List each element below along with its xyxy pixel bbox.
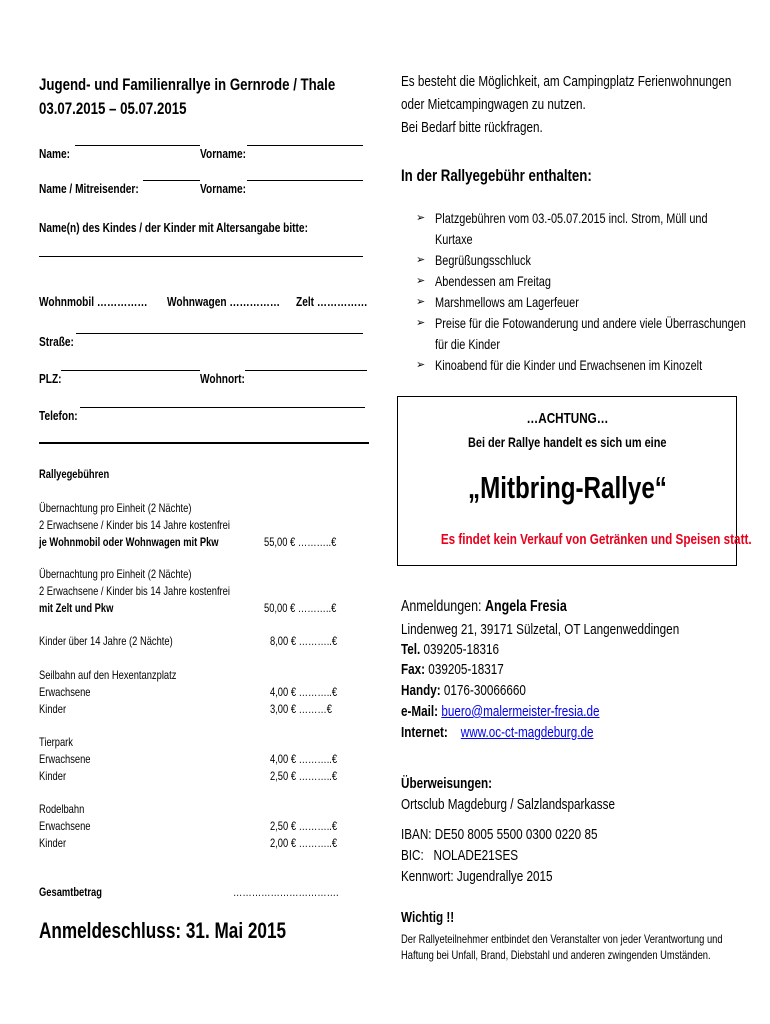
fee6-line2: Erwachsene xyxy=(39,819,91,833)
list-item: ➢ Kinoabend für die Kinder und Erwachsenen im Kinozelt xyxy=(416,355,770,376)
arrow-bullet-icon: ➢ xyxy=(416,296,426,308)
fee6-line1: Rodelbahn xyxy=(39,802,85,816)
fax-value: 039205-18317 xyxy=(428,661,504,678)
list-item: ➢ Abendessen am Freitag xyxy=(416,271,770,292)
fee6-line3: Kinder xyxy=(39,836,67,850)
fee1-line3: je Wohnmobil oder Wohnwagen mit Pkw xyxy=(39,535,219,549)
fee3-line1: Kinder über 14 Jahre (2 Nächte) xyxy=(39,634,173,648)
anmeldungen xyxy=(401,598,614,616)
wohnort-field[interactable] xyxy=(245,370,367,371)
wohnwagen-option[interactable]: Wohnwagen …………… xyxy=(167,294,281,309)
list-item: ➢ Begrüßungsschluck xyxy=(416,250,770,271)
fee4-price-child[interactable]: 3,00 € ………€ xyxy=(270,702,332,716)
anmeldungen-label: Anmeldungen: xyxy=(401,598,482,615)
fee4-line3: Kinder xyxy=(39,702,67,716)
vorname-label: Vorname: xyxy=(200,146,247,161)
fax-line xyxy=(401,661,533,678)
telefon-label: Telefon: xyxy=(39,408,78,423)
name-field[interactable] xyxy=(75,145,200,146)
fee2-line2: 2 Erwachsene / Kinder bis 14 Jahre kostenfrei xyxy=(39,584,230,598)
fee1-price[interactable]: 55,00 € ………..€ xyxy=(264,535,337,549)
arrow-bullet-icon: ➢ xyxy=(416,359,426,371)
tel-line xyxy=(401,641,527,658)
tel-value: 039205-18316 xyxy=(423,641,500,658)
deadline: Anmeldeschluss: 31. Mai 2015 xyxy=(39,918,287,943)
handy-line xyxy=(401,682,561,699)
fee6-price-child[interactable]: 2,00 € ………..€ xyxy=(270,836,338,850)
iban: IBAN: DE50 8005 5500 0300 0220 85 xyxy=(401,826,598,843)
fee5-line3: Kinder xyxy=(39,769,67,783)
kein-verkauf-notice: Es findet kein Verkauf von Getränken und Speisen statt. xyxy=(440,531,752,548)
fee4-line2: Erwachsene xyxy=(39,685,91,699)
tel-label: Tel. xyxy=(401,641,421,658)
list-item-continuation: für die Kinder xyxy=(435,336,500,352)
internet-line xyxy=(401,724,648,741)
internet-link[interactable]: www.oc-ct-magdeburg.de xyxy=(460,724,594,741)
included-heading: In der Rallyegebühr enthalten: xyxy=(401,166,592,185)
mitreisender-label: Name / Mitreisender: xyxy=(39,181,139,196)
strasse-field[interactable] xyxy=(76,333,363,334)
fees-heading: Rallyegebühren xyxy=(39,467,110,481)
handy-label: Handy: xyxy=(401,682,441,699)
mitbring-rallye: „Mitbring-Rallye“ xyxy=(467,470,667,505)
intro-line3: Bei Bedarf bitte rückfragen. xyxy=(401,119,543,136)
achtung-subtitle: Bei der Rallye handelt es sich um eine xyxy=(467,434,667,450)
internet-label: Internet: xyxy=(401,724,448,741)
arrow-bullet-icon: ➢ xyxy=(416,212,426,224)
intro-line2: oder Mietcampingwagen zu nutzen. xyxy=(401,96,586,113)
telefon-field[interactable] xyxy=(80,407,365,408)
wohnmobil-option[interactable]: Wohnmobil …………… xyxy=(39,294,148,309)
arrow-bullet-icon: ➢ xyxy=(416,275,426,287)
list-item: ➢ Platzgebühren vom 03.-05.07.2015 incl. Strom, Müll und xyxy=(416,208,770,229)
fee2-line3: mit Zelt und Pkw xyxy=(39,601,114,615)
name-label: Name: xyxy=(39,146,71,161)
fee2-price[interactable]: 50,00 € ………..€ xyxy=(264,601,337,615)
fee4-price-adult[interactable]: 4,00 € ………..€ xyxy=(270,685,338,699)
strasse-label: Straße: xyxy=(39,334,74,349)
bic: BIC: NOLADE21SES xyxy=(401,847,519,864)
address: Lindenweg 21, 39171 Sülzetal, OT Langenweddingen xyxy=(401,621,680,638)
fee6-price-adult[interactable]: 2,50 € ………..€ xyxy=(270,819,338,833)
disclaimer-line1: Der Rallyeteilnehmer entbindet den Veranstalter von jeder Verantwortung und xyxy=(401,932,723,946)
fee3-price[interactable]: 8,00 € ………..€ xyxy=(270,634,338,648)
kinder-label: Name(n) des Kindes / der Kinder mit Altersangabe bitte: xyxy=(39,220,308,235)
achtung-title: …ACHTUNG… xyxy=(526,410,608,427)
fee5-line2: Erwachsene xyxy=(39,752,91,766)
arrow-bullet-icon: ➢ xyxy=(416,317,426,329)
vorname2-label: Vorname: xyxy=(200,181,247,196)
form-title-line1: Jugend- und Familienrallye in Gernrode / Thale xyxy=(39,75,336,94)
fee1-line1: Übernachtung pro Einheit (2 Nächte) xyxy=(39,501,192,515)
gesamt-field[interactable]: ……………………………. xyxy=(233,885,339,899)
fee5-price-adult[interactable]: 4,00 € ………..€ xyxy=(270,752,338,766)
ueberweisungen-heading: Überweisungen: xyxy=(401,775,493,792)
fax-label: Fax: xyxy=(401,661,426,678)
email-label: e-Mail: xyxy=(401,703,439,720)
handy-value: 0176-30066660 xyxy=(443,682,526,699)
fee4-line1: Seilbahn auf den Hexentanzplatz xyxy=(39,668,177,682)
plz-label: PLZ: xyxy=(39,371,62,386)
plz-field[interactable] xyxy=(61,370,200,371)
mitreisender-field[interactable] xyxy=(143,180,200,181)
anmeldungen-name: Angela Fresia xyxy=(484,598,567,615)
bank-name: Ortsclub Magdeburg / Salzlandsparkasse xyxy=(401,796,615,813)
vorname-field[interactable] xyxy=(247,145,363,146)
section-divider xyxy=(39,442,369,444)
arrow-bullet-icon: ➢ xyxy=(416,254,426,266)
form-title-line2: 03.07.2015 – 05.07.2015 xyxy=(39,99,187,118)
included-list xyxy=(416,208,770,376)
fee1-line2: 2 Erwachsene / Kinder bis 14 Jahre kostenfrei xyxy=(39,518,230,532)
gesamt-label: Gesamtbetrag xyxy=(39,885,102,899)
list-item-continuation: Kurtaxe xyxy=(435,231,473,247)
kinder-field[interactable] xyxy=(39,256,363,257)
fee5-line1: Tierpark xyxy=(39,735,73,749)
wohnort-label: Wohnort: xyxy=(200,371,245,386)
disclaimer-line2: Haftung bei Unfall, Brand, Diebstahl und anderen zwingenden Umständen. xyxy=(401,948,711,962)
fee2-line1: Übernachtung pro Einheit (2 Nächte) xyxy=(39,567,192,581)
wichtig-heading: Wichtig !! xyxy=(401,909,455,926)
email-link[interactable]: buero@malermeister-fresia.de xyxy=(441,703,600,720)
email-line xyxy=(401,703,656,720)
fee5-price-child[interactable]: 2,50 € ………..€ xyxy=(270,769,338,783)
vorname2-field[interactable] xyxy=(247,180,363,181)
zelt-option[interactable]: Zelt …………… xyxy=(296,294,368,309)
list-item: ➢ Marshmellows am Lagerfeuer xyxy=(416,292,770,313)
kennwort: Kennwort: Jugendrallye 2015 xyxy=(401,868,553,885)
intro-line1: Es besteht die Möglichkeit, am Campingplatz Ferienwohnungen xyxy=(401,73,732,90)
list-item: ➢ Preise für die Fotowanderung und andere viele Überraschungen xyxy=(416,313,770,334)
